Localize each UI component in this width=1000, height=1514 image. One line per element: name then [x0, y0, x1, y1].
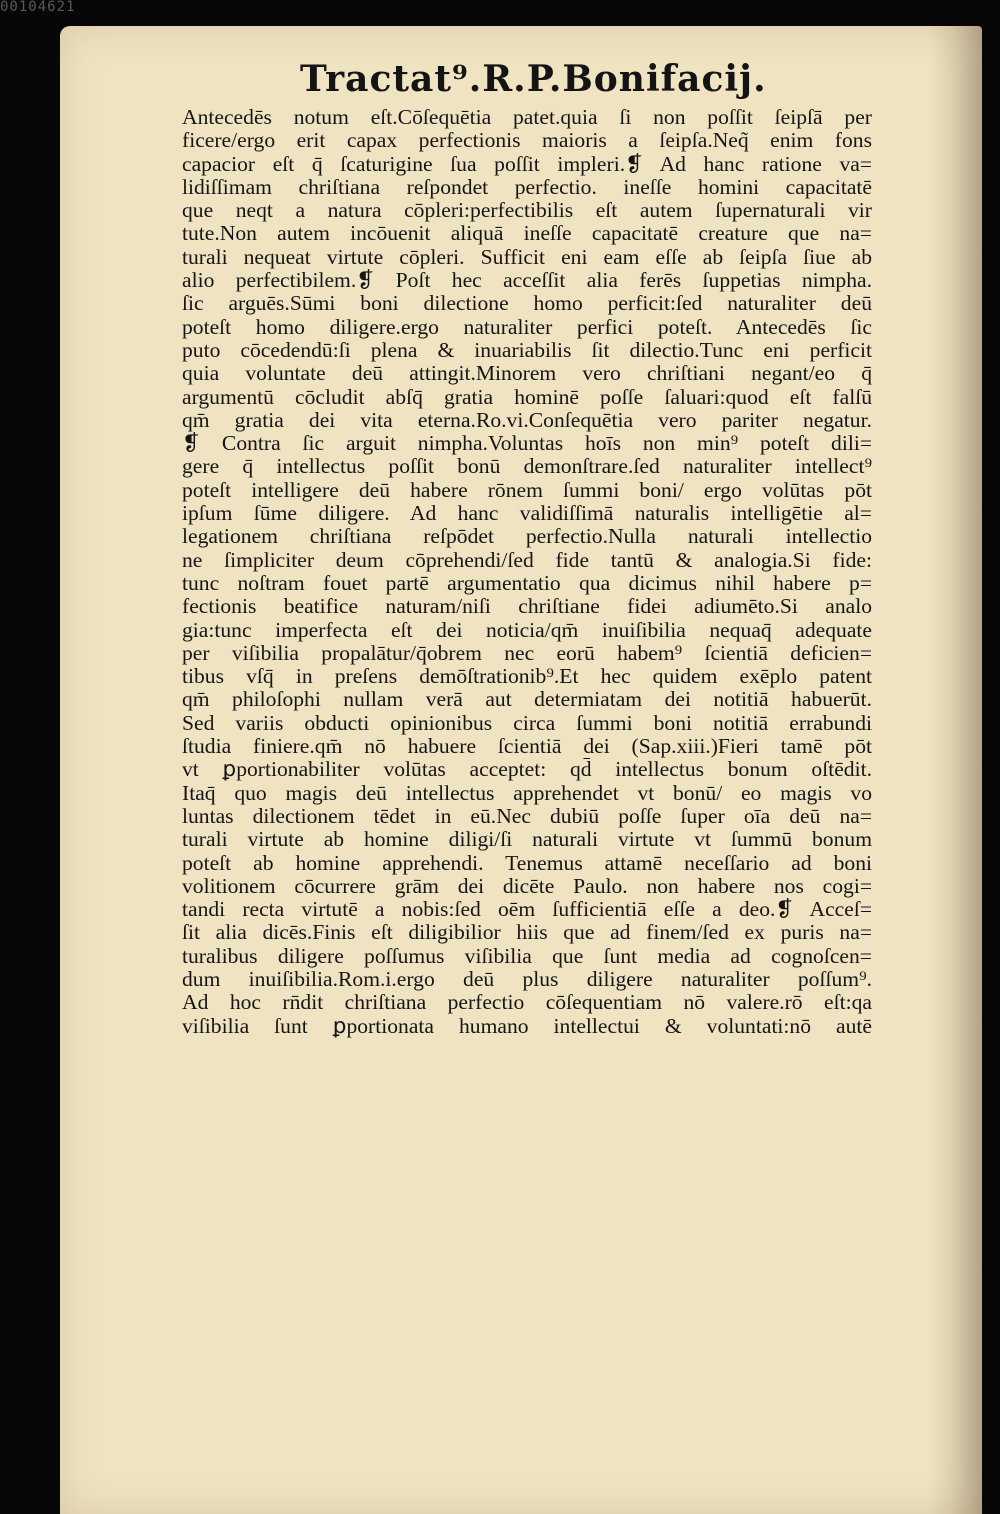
text-line: viſibilia ſunt ꝑportionata humano intellectui & voluntati:nō autē	[182, 1014, 872, 1038]
text-line: turali nequeat virtute cōpleri. Sufficit eni eam eſſe ab ſeipſa ſiue ab	[182, 245, 872, 269]
text-line: tute.Non autem incōuenit aliquā ineſſe capacitatē creature que na=	[182, 222, 872, 246]
text-line: luntas dilectionem tēdet in eū.Nec dubiū poſſe ſuper oīa deū na=	[182, 804, 872, 828]
text-block	[182, 106, 872, 1038]
text-line: gere q̄ intellectus poſſit bonū demonſtrare.ſed naturaliter intellect⁹	[182, 455, 872, 479]
text-line: Itaq̄ quo magis deū intellectus apprehendet vt bonū/ eo magis vo	[182, 781, 872, 805]
text-line: Ad hoc rn̄dit chriſtiana perfectio cōſequentiam nō valere.rō eſt:qa	[182, 991, 872, 1015]
text-line: tandi recta virtutē a nobis:ſed oēm ſufficientiā eſſe a deo.❡ Acceſ=	[182, 898, 872, 922]
text-line: tunc noſtram fouet partē argumentatio qua dicimus nihil habere p=	[182, 571, 872, 595]
text-line: turalibus diligere poſſumus viſibilia que ſunt media ad cognoſcen=	[182, 944, 872, 968]
text-line: poteſt intelligere deū habere rōnem ſummi boni/ ergo volūtas pōt	[182, 478, 872, 502]
text-line: ipſum ſūme diligere. Ad hanc validiſſimā naturalis intelligētie al=	[182, 502, 872, 526]
text-line: volitionem cōcurrere grām dei dicēte Paulo. non habere nos cogi=	[182, 874, 872, 898]
text-line: gia:tunc imperfecta eſt dei noticia/qm̄ inuiſibilia nequaq̄ adequate	[182, 618, 872, 642]
text-line: per viſibilia propalātur/q̄obrem nec eorū habem⁹ ſcientiā deficien=	[182, 641, 872, 665]
text-line: ſic arguēs.Sūmi boni dilectione homo perficit:ſed naturaliter deū	[182, 292, 872, 316]
text-line: lidiſſimam chriſtiana reſpondet perfectio. ineſſe homini capacitatē	[182, 175, 872, 199]
text-line: Sed variis obducti opinionibus circa ſummi boni notitiā errabundi	[182, 711, 872, 735]
text-line: fectionis beatifice naturam/niſi chriſtiane fidei adiumēto.Si analo	[182, 595, 872, 619]
text-line: dum inuiſibilia.Rom.i.ergo deū plus diligere naturaliter poſſum⁹.	[182, 967, 872, 991]
text-line: ſtudia finiere.qm̄ nō habuere ſcientiā dei (Sap.xiii.)Fieri tamē pōt	[182, 735, 872, 759]
text-line: ficere/ergo erit capax perfectionis maioris a ſeipſa.Neq̃ enim fons	[182, 129, 872, 153]
text-line: qm̄ gratia dei vita eterna.Ro.vi.Conſequētia vero pariter negatur.	[182, 408, 872, 432]
text-line: tibus vſq̄ in preſens demōſtrationib⁹.Et hec quidem exēplo patent	[182, 665, 872, 689]
text-line: argumentū cōcludit abſq̄ gratia hominē poſſe ſaluari:quod eſt falſū	[182, 385, 872, 409]
text-line: vt ꝑportionabiliter volūtas acceptet: qd̄ intellectus bonum oſtēdit.	[182, 758, 872, 782]
archive-stamp: 00104621	[0, 0, 76, 15]
text-line: puto cōcedendū:ſi plena & inuariabilis ſit dilectio.Tunc eni perficit	[182, 338, 872, 362]
text-line: ſit alia dicēs.Finis eſt diligibilior hiis que ad finem/ſed ex puris na=	[182, 921, 872, 945]
text-line: alio perfectibilem.❡ Poſt hec acceſſit alia ferēs ſuppetias nimpha.	[182, 269, 872, 293]
text-line: ne ſimpliciter deum cōprehendi/ſed fide tantū & analogia.Si fide:	[182, 548, 872, 572]
text-line: legationem chriſtiana reſpōdet perfectio.Nulla naturali intellectio	[182, 525, 872, 549]
running-head: Tractat⁹.R.P.Bonifacij.	[300, 58, 767, 100]
text-line: que neqt a natura cōpleri:perfectibilis eſt autem ſupernaturali vir	[182, 199, 872, 223]
text-line: quia voluntate deū attingit.Minorem vero chriſtiani negant/eo q̄	[182, 362, 872, 386]
text-line: capacior eſt q̄ ſcaturigine ſua poſſit impleri.❡ Ad hanc ratione va=	[182, 152, 872, 176]
text-line: turali virtute ab homine diligi/ſi naturali virtute vt ſummū bonum	[182, 828, 872, 852]
text-line: Antecedēs notum eſt.Cōſequētia patet.quia ſi non poſſit ſeipſā per	[182, 106, 872, 129]
text-line: ❡ Contra ſic arguit nimpha.Voluntas hoīs non min⁹ poteſt dili=	[182, 432, 872, 456]
page-gutter-shadow	[928, 26, 982, 1514]
text-line: qm̄ philoſophi nullam verā aut determiatam dei notitiā habuerūt.	[182, 688, 872, 712]
text-line: poteſt ab homine apprehendi. Tenemus attamē neceſſario ad boni	[182, 851, 872, 875]
text-line: poteſt homo diligere.ergo naturaliter perfici poteſt. Antecedēs ſic	[182, 315, 872, 339]
